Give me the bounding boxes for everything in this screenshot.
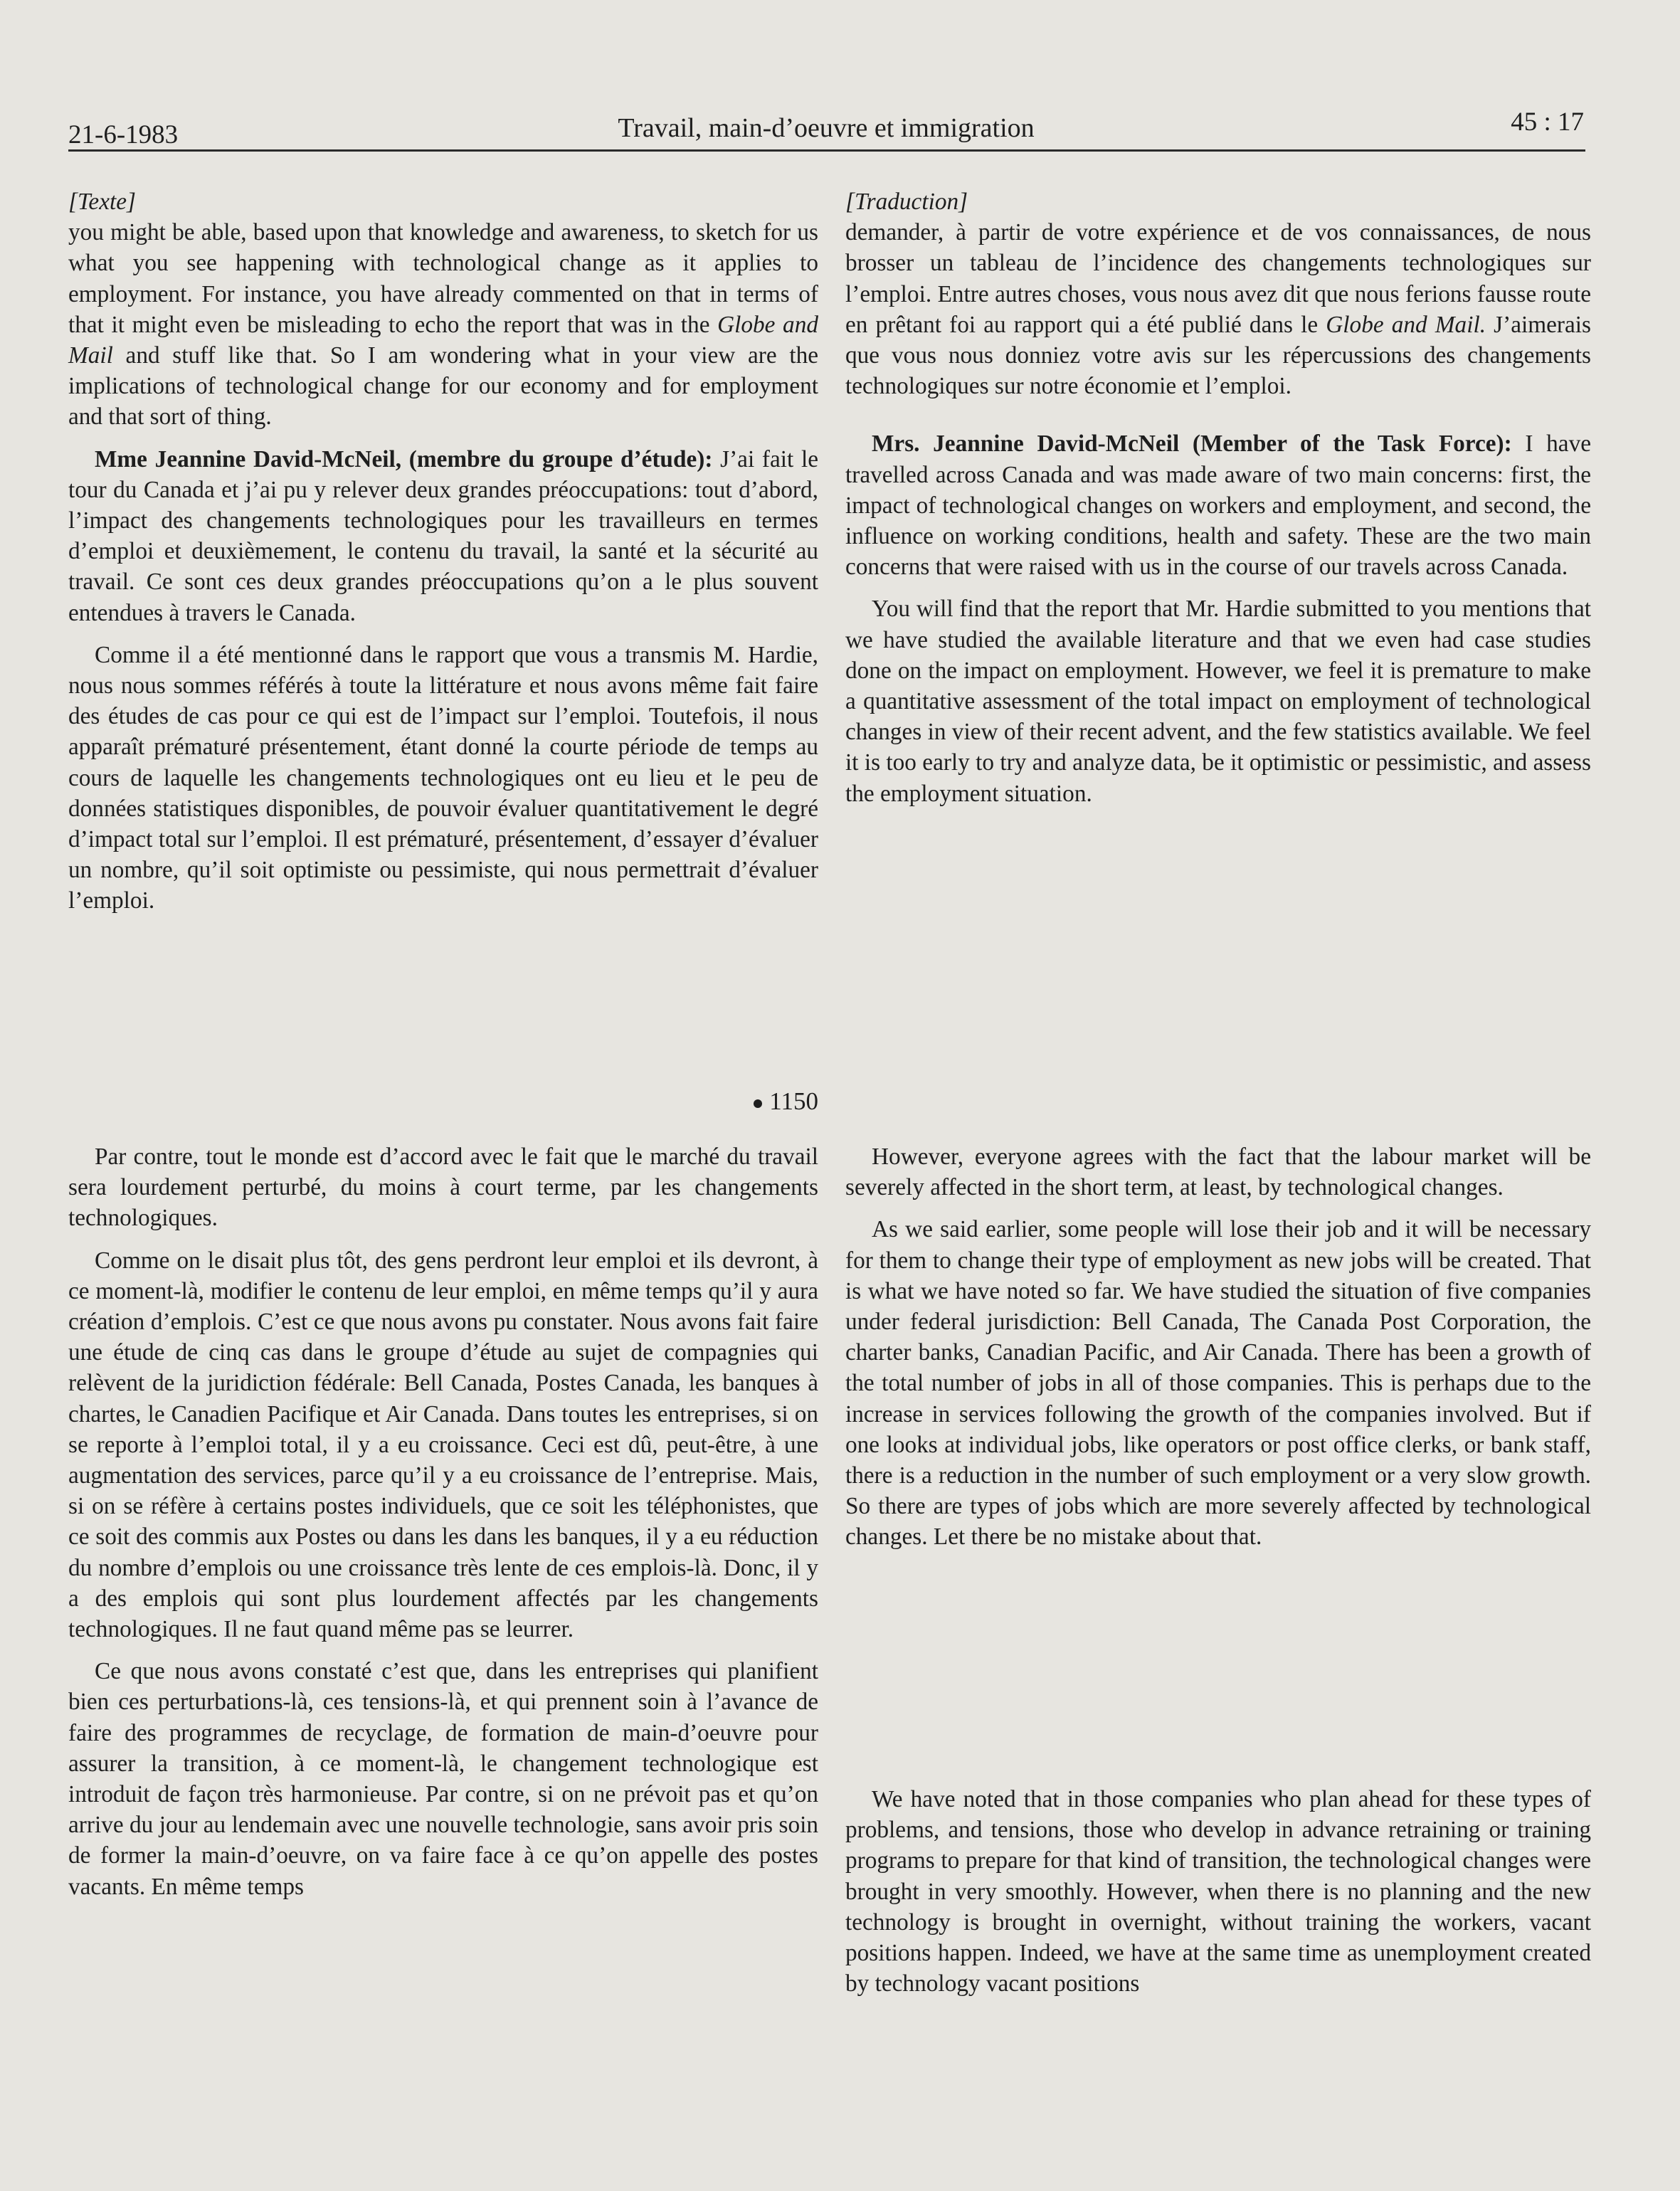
left-paragraph-4: Par contre, tout le monde est d’accord avec le fait que le marché du travail sera lourdement perturbé, du moins à court terme, par les changements technologiques.	[68, 1144, 818, 1232]
left-column-top	[68, 186, 818, 917]
right-paragraph-2: Mrs. Jeannine David-McNeil (Member of the Task Force): I have travelled across Canada and was made aware of two main concerns: first, the impact of technological changes on workers and employment, and second, the influence on working conditions, health and safety. These are the two main concerns that were raised with us in the course of our travels across Canada.	[845, 431, 1592, 581]
right-p1-italic: Globe and Mail.	[1326, 311, 1486, 338]
header-date: 21-6-1983	[68, 120, 179, 149]
time-marker-text: 1150	[769, 1087, 818, 1115]
left-paragraph-1: you might be able, based upon that knowledge and awareness, to sketch for us what you see happening with technological change as it applies to employment. For instance, you have already commented on that in terms of that it might even be misleading to echo the report that was in the Globe and Mail and stuff like that. So I am wondering what in your view are the implications of technological change for our economy and for employment and that sort of thing.	[68, 219, 818, 431]
left-column-bottom	[68, 1141, 818, 1902]
header-title: Travail, main-d’oeuvre et immigration	[618, 113, 1035, 143]
right-paragraph-3: You will find that the report that Mr. Hardie submitted to you mentions that we have studied the available literature and that we even had case studies done on the impact on employment. However, we feel it is premature to make a quantitative assessment of the total impact on employment of technological changes in view of their recent advent, and the few statistics available. We feel it is too early to try and analyze data, be it optimistic or pessimistic, and assess the employment situation.	[845, 596, 1591, 807]
right-column-middle	[845, 1141, 1591, 1553]
bullet-icon	[754, 1099, 762, 1108]
right-paragraph-4: However, everyone agrees with the fact that the labour market will be severely affected in the short term, at least, by technological changes.	[845, 1144, 1591, 1201]
page-number: 45 : 17	[1511, 107, 1584, 137]
left-tag: [Texte]	[68, 189, 136, 215]
left-paragraph-5: Comme on le disait plus tôt, des gens perdront leur emploi et ils devront, à ce moment-là, modifier le contenu de leur emploi, en même temps qu’il y aura création d’emplois. C’est ce que nous avons pu constater. Nous avons fait faire une étude de cinq cas dans le groupe d’étude au sujet de compagnies qui relèvent de la juridiction fédérale: Bell Canada, Postes Canada, les banques à chartes, le Canadien Pacifique et Air Canada. Dans toutes les entreprises, si on se reporte à l’emploi total, il y a eu croissance. Ceci est dû, peut-être, à une augmentation des services, parce qu’il y a eu croissance de l’entreprise. Mais, si on se réfère à certains postes individuels, que ce soit les téléphonistes, que ce soit des commis aux Postes ou dans les dans les banques, il y a eu réduction du nombre d’emplois ou une croissance très lente de ces emplois-là. Donc, il y a des emplois qui sont plus lourdement affectés par les changements technologiques. Il ne faut quand même pas se leurrer.	[68, 1247, 818, 1643]
page-header	[68, 104, 1584, 154]
right-column-top	[845, 186, 1591, 809]
left-p1-italic: Globe and Mail	[68, 311, 818, 369]
right-paragraph-1: demander, à partir de votre expérience et de vos connaissances, de nous brosser un tableau de l’incidence des changements technologiques sur l’emploi. Entre autres choses, vous nous avez dit que nous ferions fausse route en prêtant foi au rapport qui a été publié dans le Globe and Mail. J’aimerais que vous nous donniez votre avis sur les répercussions des changements technologiques sur notre économie et l’emploi.	[845, 219, 1591, 400]
right-paragraph-5: As we said earlier, some people will lose their job and it will be necessary for them to change their type of employment as new jobs will be created. That is what we have noted so far. We have studied the situation of five companies under federal jurisdiction: Bell Canada, The Canada Post Corporation, the charter banks, Canadian Pacific, and Air Canada. There has been a growth of the total number of jobs in all of those companies. This is perhaps due to the increase in services following the growth of the companies involved. But if one looks at individual jobs, like operators or post office clerks, or bank staff, there is a reduction in the number of such employment or a very slow growth. So there are types of jobs which are more severely affected by technological changes. Let there be no mistake about that.	[845, 1216, 1591, 1551]
right-paragraph-6: We have noted that in those companies who plan ahead for these types of problems, and tensions, those who develop in advance retraining or training programs to prepare for that kind of transition, the technological changes were brought in very smoothly. However, when there is no planning and the new technology is brought in overnight, without training the workers, vacant positions happen. Indeed, we have at the same time as unemployment created by technology vacant positions	[845, 1786, 1591, 1997]
left-speaker: Mme Jeannine David-McNeil, (membre du groupe d’étude):	[95, 445, 713, 472]
left-paragraph-3: Comme il a été mentionné dans le rapport que vous a transmis M. Hardie, nous nous sommes référés à toute la littérature et nous avons même fait faire des études de cas pour ce qui est de l’impact sur l’emploi. Toutefois, il nous apparaît prématuré présentement, étant donné la courte période de temps au cours de laquelle les changements technologiques ont eu lieu et le peu de données statistiques disponibles, de pouvoir évaluer quantitativement le degré d’impact total sur l’emploi. Il est prématuré, présentement, d’essayer d’évaluer un nombre, qu’il soit optimiste ou pessimiste, qui nous permettrait d’évaluer l’emploi.	[68, 641, 818, 914]
right-tag: [Traduction]	[845, 189, 968, 215]
header-rule	[68, 149, 1585, 152]
left-paragraph-6: Ce que nous avons constaté c’est que, dans les entreprises qui planifient bien ces perturbations-là, ces tensions-là, et qui prennent soin à l’avance de faire des programmes de recyclage, de formation de main-d’oeuvre pour assurer la transition, à ce moment-là, le changement technologique est introduit de façon très harmonieuse. Par contre, si on ne prévoit pas et qu’on arrive du jour au lendemain avec une nouvelle technologie, sans avoir pris soin de former la main-d’oeuvre, on va faire face à ce qu’on appelle des postes vacants. En même temps	[68, 1658, 818, 1900]
right-speaker: Mrs. Jeannine David-McNeil (Member of the Task Force):	[872, 431, 1512, 458]
time-marker	[712, 1087, 818, 1116]
left-paragraph-2: Mme Jeannine David-McNeil, (membre du groupe d’étude): J’ai fait le tour du Canada et j’ai pu y relever deux grandes préoccupations: tout d’abord, l’impact des changements technologiques pour les travailleurs en termes d’emploi et deuxièmement, le contenu du travail, la santé et la sécurité au travail. Ce sont ces deux grandes préoccupations qu’on a le plus souvent entendues à travers le Canada.	[68, 445, 818, 626]
right-column-bottom	[845, 1784, 1591, 1999]
